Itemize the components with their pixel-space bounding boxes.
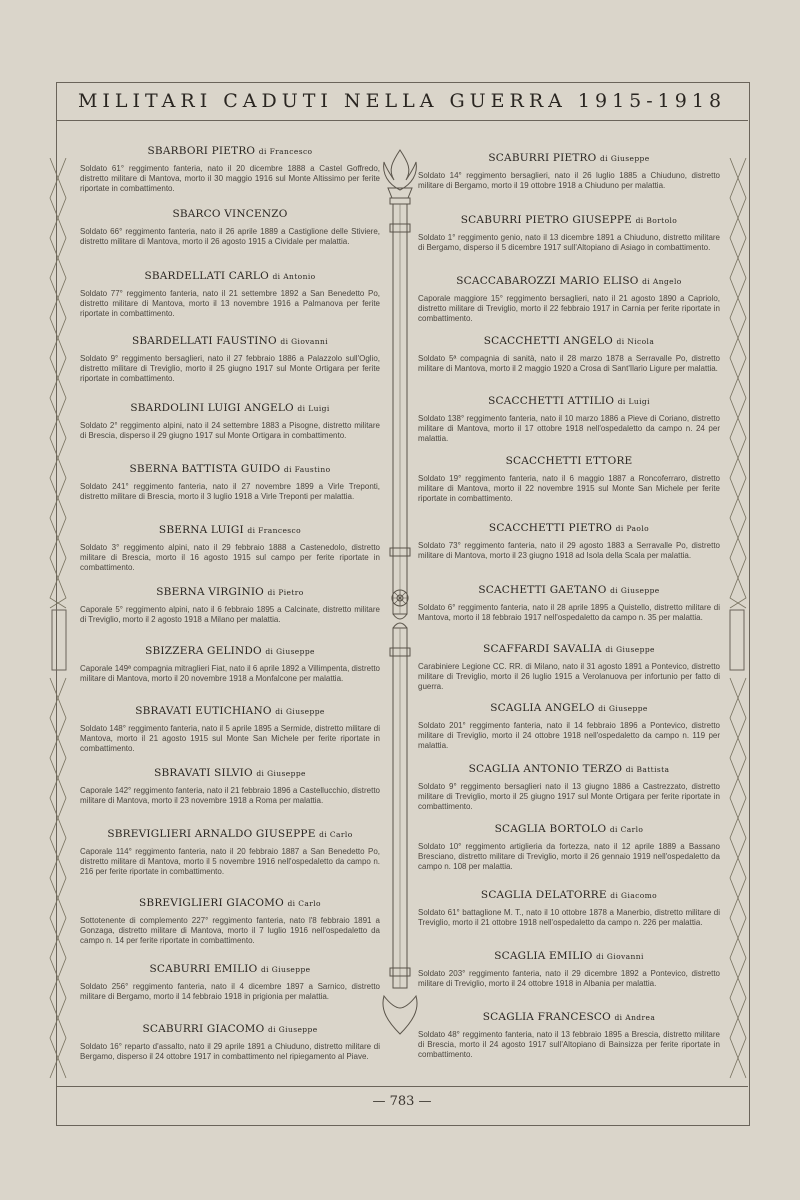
entry-text: Soldato 203° reggimento fanteria, nato il 29 dicembre 1892 a Pontevico, distretto militare di Treviglio, morto il 24 ottobre 1918 in Albania per malattia. [418,969,720,988]
entry-text: Soldato 16° reparto d'assalto, nato il 29 aprile 1891 a Chiuduno, distretto militare di Bergamo, disperso il 24 ottobre 1917 in combattimento nel ripiegamento al Piave. [80,1042,380,1061]
entry-name: SCABURRI GIACOMO di Giuseppe [142,1023,318,1035]
entry-left-9 [80,645,380,684]
entry-right-10 [418,702,720,751]
entry-text: Soldato 19° reggimento fanteria, nato il 6 maggio 1887 a Roncoferraro, distretto militare di Mantova, morto il 22 novembre 1915 sul Monte San Michele per ferite riportate in combattimento. [418,474,720,503]
entry-name: SCABURRI PIETRO di Giuseppe [488,152,650,164]
entry-text: Caporale maggiore 15° reggimento bersaglieri, nato il 21 agosto 1890 a Capriolo, distretto militare di Treviglio, morto il 22 febbraio 1917 in Carnia per ferite riportate in combattimento. [418,294,720,323]
entry-text: Soldato 241° reggimento fanteria, nato il 27 novembre 1899 a Virle Treponti, distretto militare di Brescia, morto il 3 luglio 1918 a Virle Treponti per malattia. [80,482,380,501]
entry-name: SCAGLIA EMILIO di Giovanni [494,950,644,962]
entry-right-6 [418,455,720,504]
entry-text: Soldato 201° reggimento fanteria, nato il 14 febbraio 1896 a Pontevico, distretto militare di Treviglio, morto il 24 ottobre 1918 nell'ospedaletto da campo n. 119 per malattia. [418,721,720,750]
entry-right-7 [418,522,720,561]
entry-text: Caporale 149ª compagnia mitraglieri Fiat, nato il 6 aprile 1892 a Villimpenta, distretto militare di Mantova, morto il 20 novembre 1918 a Monfalcone per malattia. [80,664,380,683]
entry-name: SBARCO VINCENZO [172,208,288,220]
entry-left-4 [80,335,380,384]
entry-name: SBREVIGLIERI ARNALDO GIUSEPPE di Carlo [107,828,353,840]
entry-text: Soldato 48° reggimento fanteria, nato il 13 febbraio 1895 a Brescia, distretto militare di Brescia, morto il 24 agosto 1917 sull'Altopiano di Bainsizza per ferite riportate in combattimento. [418,1030,720,1059]
entry-name: SCACCHETTI ANGELO di Nicola [483,335,655,347]
entry-name: SCAGLIA BORTOLO di Carlo [494,823,644,835]
entry-right-1 [418,152,720,191]
entry-text: Soldato 61° battaglione M. T., nato il 10 ottobre 1878 a Manerbio, distretto militare di Treviglio, morto il 21 ottobre 1918 nell'ospedaletto da campo n. 226 per malattia. [418,908,720,927]
entry-name: SBARBORI PIETRO di Francesco [147,145,313,157]
entry-text: Soldato 148° reggimento fanteria, nato il 5 aprile 1895 a Sermide, distretto militare di Mantova, morto il 21 agosto 1915 sul Monte San Michele per ferite riportate in combattimento. [80,724,380,753]
entry-text: Caporale 114° reggimento fanteria, nato il 20 febbraio 1887 a San Benedetto Po, distretto militare di Mantova, morto il 5 novembre 1916 nell'ospedaletto da campo n. 216 per ferite riportate in combattimento. [80,847,380,876]
entry-name: SCACCABAROZZI MARIO ELISO di Angelo [456,275,682,287]
entry-text: Soldato 14° reggimento bersaglieri, nato il 26 luglio 1885 a Chiuduno, distretto militare di Bergamo, morto il 19 ottobre 1918 a Chiuduno per malattia. [418,171,720,190]
entry-text: Soldato 73° reggimento fanteria, nato il 29 agosto 1883 a Serravalle Po, distretto militare di Mantova, morto il 23 giugno 1918 ad Isola della Scala per malattia. [418,541,720,560]
entry-text: Carabiniere Legione CC. RR. di Milano, nato il 31 agosto 1891 a Pontevico, distretto militare di Treviglio, morto il 26 luglio 1915 a Verolanuova per infortunio per fatto di guerra. [418,662,720,691]
entry-text: Soldato 1° reggimento genio, nato il 13 dicembre 1891 a Chiuduno, distretto militare di Bergamo, disperso il 5 dicembre 1917 sull'Altopiano di Asiago in combattimento. [418,233,720,252]
entry-name: SCAGLIA FRANCESCO di Andrea [482,1011,656,1023]
entry-name: SBERNA BATTISTA GUIDO di Faustino [129,463,331,475]
entry-name: SCACCHETTI ETTORE [505,455,633,467]
entry-text: Soldato 6° reggimento fanteria, nato il 28 aprile 1895 a Quistello, distretto militare di Mantova, morto il 18 febbraio 1917 nell'ospedaletto da campo n. 35 per malattia. [418,603,720,622]
entry-left-6 [80,463,380,502]
entry-name: SCACCHETTI PIETRO di Paolo [488,522,650,534]
entry-name: SCABURRI EMILIO di Giuseppe [149,963,311,975]
entry-name: SCACCHETTI ATTILIO di Luigi [488,395,650,407]
entry-name: SBERNA LUIGI di Francesco [158,524,302,536]
entry-left-15 [80,1023,380,1062]
entry-name: SCABURRI PIETRO GIUSEPPE di Bortolo [460,214,678,226]
entry-left-2 [80,208,380,247]
entry-text: Soldato 5ª compagnia di sanità, nato il 28 marzo 1878 a Serravalle Po, distretto militare di Mantova, morto il 2 maggio 1920 a Crosa di Sant'Ilario Ligure per malattia. [418,354,720,373]
entry-name: SCAGLIA DELATORRE di Giacomo [480,889,658,901]
entry-left-14 [80,963,380,1002]
page-title: MILITARI CADUTI NELLA GUERRA 1915-1918 [77,90,727,112]
footer-rule [56,1086,748,1087]
entry-left-12 [80,828,380,877]
entry-text: Caporale 142° reggimento fanteria, nato il 21 febbraio 1896 a Castellucchio, distretto militare di Mantova, morto il 23 novembre 1918 a Roma per malattia. [80,786,380,805]
entry-name: SBRAVATI EUTICHIANO di Giuseppe [135,705,325,717]
entry-right-4 [418,335,720,374]
entry-text: Soldato 10° reggimento artiglieria da fortezza, nato il 12 aprile 1889 a Bassano Bresciano, distretto militare di Treviglio, morto il 26 gennaio 1919 nell'ospedaletto da campo n. 108 per malattia. [418,842,720,871]
entry-left-3 [80,270,380,319]
entry-left-8 [80,586,380,625]
entry-name: SCAFFARDI SAVALIA di Giuseppe [483,643,655,655]
entry-right-14 [418,950,720,989]
entry-name: SCAGLIA ANGELO di Giuseppe [490,702,648,714]
entry-text: Sottotenente di complemento 227° reggimento fanteria, nato l'8 febbraio 1891 a Gonzaga, distretto militare di Mantova, morto il 7 luglio 1916 nell'ospedaletto da campo n. 14 per ferite riportate in combattimento. [80,916,380,945]
entry-text: Soldato 256° reggimento fanteria, nato il 4 dicembre 1897 a Sarnico, distretto militare di Bergamo, morto il 14 febbraio 1918 in prigionia per malattia. [80,982,380,1001]
entry-text: Soldato 2° reggimento alpini, nato il 24 settembre 1883 a Pisogne, distretto militare di Brescia, disperso il 29 giugno 1917 sul Monte Ortigara in combattimento. [80,421,380,440]
entry-right-5 [418,395,720,444]
entry-right-9 [418,643,720,692]
central-rosette-icon [390,588,410,608]
entry-left-10 [80,705,380,754]
left-lattice-ornament [48,158,68,1098]
entry-left-11 [80,767,380,806]
entry-left-13 [80,897,380,946]
entry-right-3 [418,275,720,324]
page-number: — 783 — [372,1094,432,1109]
entry-text: Soldato 3° reggimento alpini, nato il 29 febbraio 1888 a Castenedolo, distretto militare di Brescia, morto il 16 agosto 1915 sul campo per ferite riportate in combattimento. [80,543,380,572]
entry-name: SCACHETTI GAETANO di Giuseppe [478,584,660,596]
entry-name: SBIZZERA GELINDO di Giuseppe [145,645,315,657]
entry-name: SBARDELLATI CARLO di Antonio [144,270,316,282]
entry-right-15 [418,1011,720,1060]
entry-name: SCAGLIA ANTONIO TERZO di Battista [468,763,670,775]
entry-right-11 [418,763,720,812]
entry-text: Caporale 5° reggimento alpini, nato il 6 febbraio 1895 a Calcinate, distretto militare di Treviglio, morto il 2 agosto 1918 a Milano per malattia. [80,605,380,624]
entry-text: Soldato 77° reggimento fanteria, nato il 21 settembre 1892 a San Benedetto Po, distretto militare di Mantova, morto il 13 novembre 1916 a Palmanova per ferite riportate in combattimento. [80,289,380,318]
entry-text: Soldato 9° reggimento bersaglieri, nato il 27 febbraio 1886 a Palazzolo sull'Oglio, distretto militare di Treviglio, morto il 25 giugno 1917 sul Monte Ortigara per ferite riportate in combattimento. [80,354,380,383]
entry-text: Soldato 9° reggimento bersaglieri nato il 13 giugno 1886 a Castrezzato, distretto militare di Treviglio, morto il 25 giugno 1917 sul Monte Ortigara per ferite riportate in combattimento. [418,782,720,811]
entry-text: Soldato 61° reggimento fanteria, nato il 20 dicembre 1888 a Castel Goffredo, distretto militare di Mantova, morto il 30 maggio 1916 sul Monte Altissimo per ferite riportate in combattimento. [80,164,380,193]
entry-name: SBERNA VIRGINIO di Pietro [156,586,304,598]
entry-name: SBARDOLINI LUIGI ANGELO di Luigi [130,402,330,414]
entry-text: Soldato 66° reggimento fanteria, nato il 26 aprile 1889 a Castiglione delle Stiviere, distretto militare di Mantova, morto il 26 agosto 1915 a Cividale per malattia. [80,227,380,246]
entry-right-2 [418,214,720,253]
entry-name: SBREVIGLIERI GIACOMO di Carlo [139,897,321,909]
entry-text: Soldato 138° reggimento fanteria, nato il 10 marzo 1886 a Pieve di Coriano, distretto militare di Mantova, morto il 17 ottobre 1918 nell'ospedaletto da campo n. 24 per malattia. [418,414,720,443]
entry-right-8 [418,584,720,623]
entry-right-13 [418,889,720,928]
entry-right-12 [418,823,720,872]
entry-left-1 [80,145,380,194]
entry-name: SBRAVATI SILVIO di Giuseppe [154,767,306,779]
entry-name: SBARDELLATI FAUSTINO di Giovanni [131,335,329,347]
entry-left-7 [80,524,380,573]
right-lattice-ornament [728,158,748,1098]
entry-left-5 [80,402,380,441]
